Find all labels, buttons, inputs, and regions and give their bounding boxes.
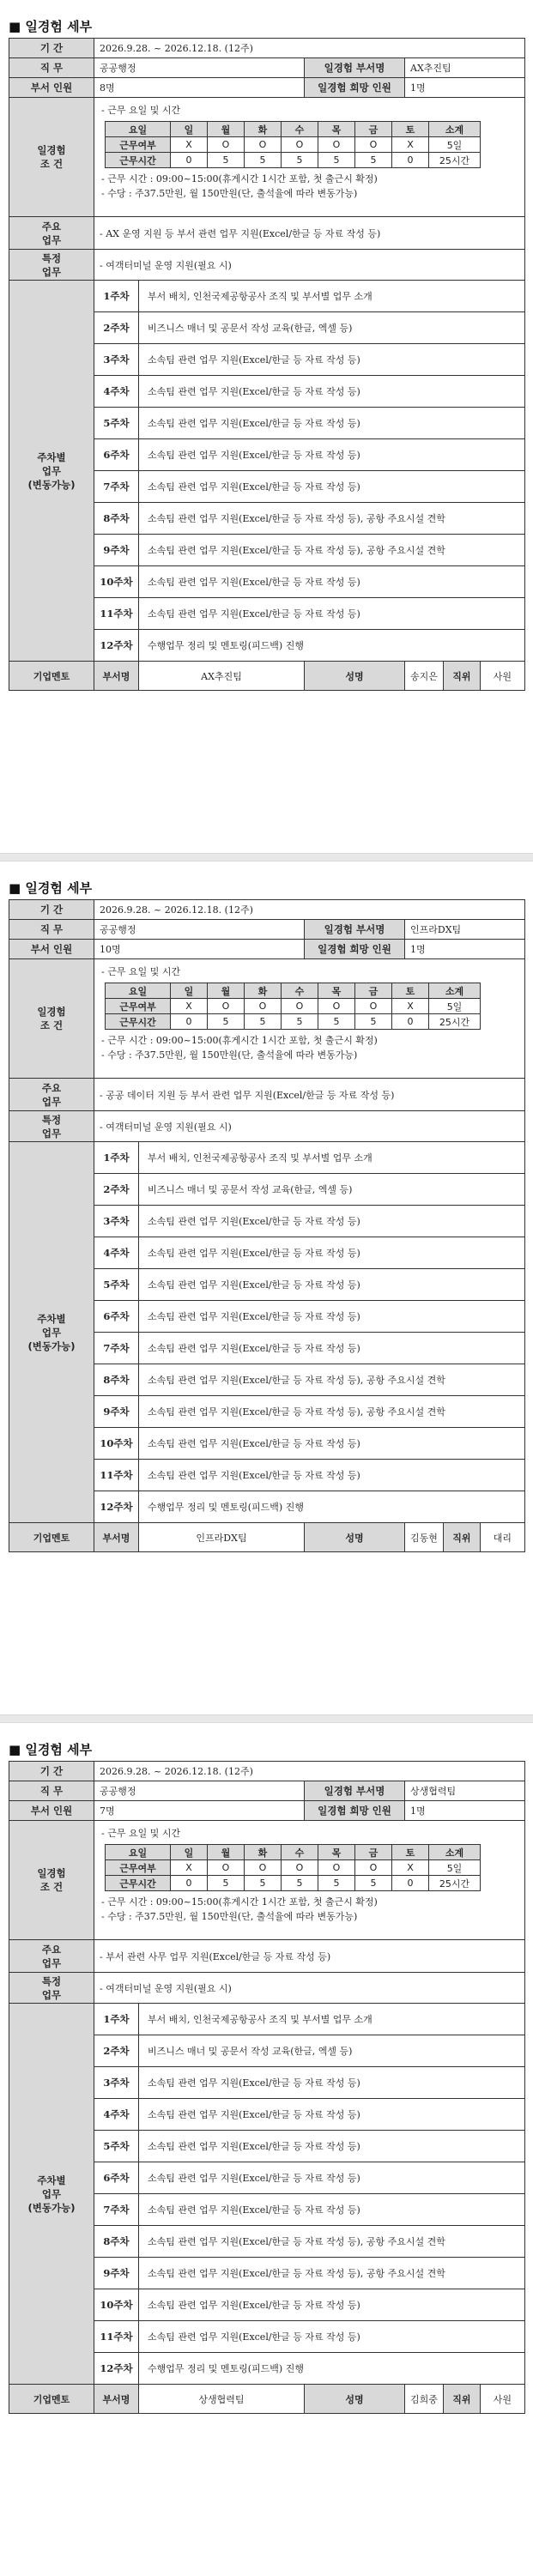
week-number: 4주차 <box>94 1237 139 1269</box>
conditions-note: - 근무 시간 : 09:00~15:00(휴게시간 1시간 포함, 첫 출근시 확정) <box>101 173 378 184</box>
section-heading: ■ 일경험 세부 <box>9 880 93 896</box>
week-description: 부서 배치, 인천국제공항공사 조직 및 부서별 업무 소개 <box>139 1142 525 1174</box>
schedule-header-cell: 토 <box>392 983 429 999</box>
schedule-table <box>105 1844 481 1891</box>
schedule-cell: 5 <box>355 153 392 168</box>
schedule-table <box>105 121 481 168</box>
week-number: 11주차 <box>94 1460 139 1491</box>
mentor-title-label: 직위 <box>444 662 480 690</box>
main-tasks-label: 주요 업무 <box>9 217 94 250</box>
mentor-title-label: 직위 <box>444 2385 480 2413</box>
schedule-header-cell: 월 <box>208 1845 245 1860</box>
schedule-cell: 0 <box>171 1876 208 1891</box>
special-tasks-label: 특정 업무 <box>9 1111 94 1142</box>
schedule-header-cell: 수 <box>282 122 318 137</box>
wanted-value: 1명 <box>405 1801 525 1821</box>
period-value: 2026.9.28. ~ 2026.12.18. (12주) <box>94 1762 525 1781</box>
schedule-cell: 5 <box>355 1014 392 1030</box>
week-number: 3주차 <box>94 2067 139 2099</box>
schedule-cell: 5 <box>282 153 318 168</box>
week-description: 소속팀 관련 업무 지원(Excel/한글 등 자료 작성 등) <box>139 1333 525 1364</box>
schedule-cell: 5일 <box>429 137 481 153</box>
week-description: 소속팀 관련 업무 지원(Excel/한글 등 자료 작성 등) <box>139 376 525 408</box>
schedule-cell: 5 <box>318 153 355 168</box>
week-description: 소속팀 관련 업무 지원(Excel/한글 등 자료 작성 등) <box>139 408 525 439</box>
week-description: 부서 배치, 인천국제공항공사 조직 및 부서별 업무 소개 <box>139 281 525 312</box>
week-description: 소속팀 관련 업무 지원(Excel/한글 등 자료 작성 등) <box>139 1301 525 1333</box>
page-separator <box>0 1714 533 1723</box>
week-description: 비즈니스 매너 및 공문서 작성 교육(한글, 엑셀 등) <box>139 1174 525 1206</box>
week-description: 소속팀 관련 업무 지원(Excel/한글 등 자료 작성 등) <box>139 344 525 376</box>
schedule-cell: X <box>171 1860 208 1876</box>
schedule-cell: O <box>318 1860 355 1876</box>
schedule-cell: 0 <box>171 153 208 168</box>
week-description: 수행업무 정리 및 멘토링(피드백) 진행 <box>139 2353 525 2385</box>
week-number: 6주차 <box>94 1301 139 1333</box>
work-experience-table <box>9 1761 525 2414</box>
week-number: 8주차 <box>94 1364 139 1396</box>
week-number: 6주차 <box>94 439 139 471</box>
schedule-cell: 0 <box>392 153 429 168</box>
schedule-header-cell: 목 <box>318 983 355 999</box>
conditions-label: 일경험 조 건 <box>9 98 94 217</box>
schedule-cell: O <box>282 999 318 1014</box>
mentor-name-value: 송지은 <box>405 662 444 691</box>
schedule-cell: 근무여부 <box>106 999 171 1014</box>
mentor-title-inner <box>444 2385 524 2413</box>
schedule-cell: 0 <box>392 1876 429 1891</box>
mentor-label: 기업멘토 <box>9 662 94 691</box>
schedule-cell: O <box>208 1860 245 1876</box>
schedule-header-cell: 수 <box>282 983 318 999</box>
schedule-cell: O <box>355 137 392 153</box>
week-description: 소속팀 관련 업무 지원(Excel/한글 등 자료 작성 등) <box>139 598 525 630</box>
schedule-cell: O <box>355 1860 392 1876</box>
week-row <box>9 2004 525 2035</box>
mentor-dept-value: 인프라DX팀 <box>139 1523 305 1552</box>
mentor-title-inner <box>444 1523 524 1551</box>
schedule-header-cell: 금 <box>355 122 392 137</box>
week-description: 수행업무 정리 및 멘토링(피드백) 진행 <box>139 1491 525 1523</box>
schedule-header-cell: 목 <box>318 1845 355 1860</box>
dept-label: 일경험 부서명 <box>305 1781 405 1801</box>
job-label: 직 무 <box>9 58 94 78</box>
main-tasks-value: - 공공 데이터 지원 등 부서 관련 업무 지원(Excel/한글 등 자료 작성 등) <box>94 1079 525 1111</box>
special-tasks-value: - 여객터미널 운영 지원(필요 시) <box>94 1111 525 1142</box>
week-number: 2주차 <box>94 2035 139 2067</box>
schedule-table <box>105 983 481 1030</box>
conditions-note: - 수당 : 주37.5만원, 월 150만원(단, 출석율에 따라 변동가능) <box>101 188 358 199</box>
main-tasks-value: - AX 운영 지원 등 부서 관련 업무 지원(Excel/한글 등 자료 작성 등) <box>94 217 525 250</box>
week-number: 4주차 <box>94 2099 139 2131</box>
schedule-cell: 근무시간 <box>106 1876 171 1891</box>
mentor-name-label: 성명 <box>305 1523 405 1552</box>
mentor-name-label: 성명 <box>305 662 405 691</box>
schedule-cell: 5일 <box>429 999 481 1014</box>
schedule-header-cell: 목 <box>318 122 355 137</box>
week-description: 소속팀 관련 업무 지원(Excel/한글 등 자료 작성 등) <box>139 2131 525 2162</box>
dept-value: 상생협력팀 <box>405 1781 525 1801</box>
mentor-name-value: 김희중 <box>405 2385 444 2414</box>
mentor-dept-value: AX추진팀 <box>139 662 305 691</box>
schedule-cell: O <box>245 1860 282 1876</box>
week-number: 1주차 <box>94 2004 139 2035</box>
conditions-note: - 수당 : 주37.5만원, 월 150만원(단, 출석율에 따라 변동가능) <box>101 1049 358 1061</box>
schedule-cell: O <box>318 137 355 153</box>
week-number: 7주차 <box>94 471 139 503</box>
schedule-header-cell: 수 <box>282 1845 318 1860</box>
week-description: 소속팀 관련 업무 지원(Excel/한글 등 자료 작성 등) <box>139 2321 525 2353</box>
period-label: 기 간 <box>9 39 94 58</box>
period-value: 2026.9.28. ~ 2026.12.18. (12주) <box>94 39 525 58</box>
schedule-cell: 근무여부 <box>106 1860 171 1876</box>
conditions-label: 일경험 조 건 <box>9 959 94 1079</box>
week-description: 소속팀 관련 업무 지원(Excel/한글 등 자료 작성 등), 공항 주요시설 견학 <box>139 2258 525 2289</box>
job-label: 직 무 <box>9 920 94 940</box>
wanted-label: 일경험 희망 인원 <box>305 78 405 98</box>
schedule-cell: O <box>208 137 245 153</box>
document-page <box>0 1723 533 2576</box>
mentor-dept-label: 부서명 <box>94 1523 139 1552</box>
schedule-cell: 5 <box>208 1876 245 1891</box>
headcount-label: 부서 인원 <box>9 78 94 98</box>
schedule-cell: 5 <box>318 1014 355 1030</box>
mentor-title-value: 대리 <box>493 1532 512 1544</box>
schedule-cell: 25시간 <box>429 153 481 168</box>
schedule-header-cell: 일 <box>171 122 208 137</box>
page-separator <box>0 853 533 862</box>
week-description: 소속팀 관련 업무 지원(Excel/한글 등 자료 작성 등) <box>139 1237 525 1269</box>
schedule-cell: 5 <box>208 1014 245 1030</box>
schedule-cell: 0 <box>171 1014 208 1030</box>
week-description: 소속팀 관련 업무 지원(Excel/한글 등 자료 작성 등) <box>139 2289 525 2321</box>
dept-value: AX추진팀 <box>405 58 525 78</box>
schedule-cell: 5 <box>245 1014 282 1030</box>
mentor-title-value: 사원 <box>493 670 512 682</box>
weekly-tasks-label: 주차별 업무 (변동가능) <box>9 1142 94 1523</box>
week-description: 수행업무 정리 및 멘토링(피드백) 진행 <box>139 630 525 662</box>
week-number: 8주차 <box>94 2226 139 2258</box>
schedule-cell: 근무여부 <box>106 137 171 153</box>
schedule-header-cell: 화 <box>245 1845 282 1860</box>
headcount-value: 10명 <box>94 940 305 959</box>
week-description: 소속팀 관련 업무 지원(Excel/한글 등 자료 작성 등), 공항 주요시설 견학 <box>139 503 525 535</box>
work-experience-table <box>9 38 525 691</box>
conditions-value <box>94 1821 525 1940</box>
conditions-note: - 근무 시간 : 09:00~15:00(휴게시간 1시간 포함, 첫 출근시 확정) <box>101 1035 378 1046</box>
week-description: 소속팀 관련 업무 지원(Excel/한글 등 자료 작성 등), 공항 주요시설 견학 <box>139 1396 525 1428</box>
weekly-tasks-label: 주차별 업무 (변동가능) <box>9 281 94 662</box>
week-number: 12주차 <box>94 630 139 662</box>
week-number: 5주차 <box>94 408 139 439</box>
special-tasks-value: - 여객터미널 운영 지원(필요 시) <box>94 250 525 281</box>
week-description: 소속팀 관련 업무 지원(Excel/한글 등 자료 작성 등) <box>139 566 525 598</box>
week-number: 10주차 <box>94 1428 139 1460</box>
work-experience-table <box>9 899 525 1552</box>
schedule-cell: 5 <box>282 1014 318 1030</box>
schedule-cell: O <box>245 999 282 1014</box>
main-tasks-value: - 부서 관련 사무 업무 지원(Excel/한글 등 자료 작성 등) <box>94 1940 525 1973</box>
conditions-intro: - 근무 요일 및 시간 <box>101 966 181 977</box>
week-number: 2주차 <box>94 1174 139 1206</box>
week-number: 9주차 <box>94 1396 139 1428</box>
schedule-cell: 25시간 <box>429 1876 481 1891</box>
headcount-value: 8명 <box>94 78 305 98</box>
period-value: 2026.9.28. ~ 2026.12.18. (12주) <box>94 900 525 920</box>
schedule-header-cell: 화 <box>245 122 282 137</box>
conditions-intro: - 근무 요일 및 시간 <box>101 105 181 116</box>
special-tasks-label: 특정 업무 <box>9 1973 94 2004</box>
schedule-cell: 5 <box>318 1876 355 1891</box>
week-number: 12주차 <box>94 2353 139 2385</box>
conditions-label: 일경험 조 건 <box>9 1821 94 1940</box>
week-description: 소속팀 관련 업무 지원(Excel/한글 등 자료 작성 등) <box>139 1269 525 1301</box>
week-description: 소속팀 관련 업무 지원(Excel/한글 등 자료 작성 등) <box>139 1460 525 1491</box>
period-label: 기 간 <box>9 900 94 920</box>
schedule-cell: 근무시간 <box>106 1014 171 1030</box>
schedule-cell: O <box>245 137 282 153</box>
conditions-intro: - 근무 요일 및 시간 <box>101 1828 181 1839</box>
schedule-cell: X <box>392 999 429 1014</box>
mentor-title-label: 직위 <box>444 1523 480 1551</box>
week-description: 소속팀 관련 업무 지원(Excel/한글 등 자료 작성 등) <box>139 2162 525 2194</box>
week-description: 소속팀 관련 업무 지원(Excel/한글 등 자료 작성 등) <box>139 1206 525 1237</box>
week-number: 5주차 <box>94 2131 139 2162</box>
schedule-cell: 0 <box>392 1014 429 1030</box>
week-number: 11주차 <box>94 598 139 630</box>
job-value: 공공행정 <box>94 58 305 78</box>
weekly-tasks-label: 주차별 업무 (변동가능) <box>9 2004 94 2385</box>
headcount-label: 부서 인원 <box>9 940 94 959</box>
special-tasks-label: 특정 업무 <box>9 250 94 281</box>
mentor-dept-label: 부서명 <box>94 2385 139 2414</box>
mentor-name-value: 김동현 <box>405 1523 444 1552</box>
section-heading: ■ 일경험 세부 <box>9 19 93 34</box>
week-row <box>9 1142 525 1174</box>
schedule-cell: O <box>355 999 392 1014</box>
dept-value: 인프라DX팀 <box>405 920 525 940</box>
week-number: 4주차 <box>94 376 139 408</box>
special-tasks-value: - 여객터미널 운영 지원(필요 시) <box>94 1973 525 2004</box>
schedule-header-cell: 금 <box>355 983 392 999</box>
schedule-header-cell: 소계 <box>429 1845 481 1860</box>
conditions-value <box>94 959 525 1079</box>
week-number: 7주차 <box>94 1333 139 1364</box>
schedule-cell: O <box>282 137 318 153</box>
schedule-header-cell: 금 <box>355 1845 392 1860</box>
schedule-header-cell: 소계 <box>429 983 481 999</box>
dept-label: 일경험 부서명 <box>305 58 405 78</box>
schedule-header-cell: 토 <box>392 122 429 137</box>
schedule-header-cell: 요일 <box>106 1845 171 1860</box>
schedule-cell: O <box>282 1860 318 1876</box>
mentor-dept-value: 상생협력팀 <box>139 2385 305 2414</box>
wanted-value: 1명 <box>405 940 525 959</box>
job-value: 공공행정 <box>94 1781 305 1801</box>
week-number: 1주차 <box>94 1142 139 1174</box>
week-number: 5주차 <box>94 1269 139 1301</box>
main-tasks-label: 주요 업무 <box>9 1940 94 1973</box>
main-tasks-label: 주요 업무 <box>9 1079 94 1111</box>
week-description: 소속팀 관련 업무 지원(Excel/한글 등 자료 작성 등) <box>139 439 525 471</box>
week-description: 소속팀 관련 업무 지원(Excel/한글 등 자료 작성 등) <box>139 471 525 503</box>
job-value: 공공행정 <box>94 920 305 940</box>
week-number: 1주차 <box>94 281 139 312</box>
week-number: 7주차 <box>94 2194 139 2226</box>
headcount-label: 부서 인원 <box>9 1801 94 1821</box>
week-description: 소속팀 관련 업무 지원(Excel/한글 등 자료 작성 등) <box>139 2067 525 2099</box>
schedule-cell: X <box>392 1860 429 1876</box>
schedule-cell: 근무시간 <box>106 153 171 168</box>
week-description: 비즈니스 매너 및 공문서 작성 교육(한글, 엑셀 등) <box>139 312 525 344</box>
schedule-header-cell: 월 <box>208 122 245 137</box>
week-description: 소속팀 관련 업무 지원(Excel/한글 등 자료 작성 등), 공항 주요시설 견학 <box>139 2226 525 2258</box>
week-number: 3주차 <box>94 1206 139 1237</box>
wanted-value: 1명 <box>405 78 525 98</box>
schedule-cell: 5 <box>245 1876 282 1891</box>
conditions-value <box>94 98 525 217</box>
schedule-header-cell: 요일 <box>106 983 171 999</box>
week-row <box>9 281 525 312</box>
week-number: 9주차 <box>94 2258 139 2289</box>
schedule-cell: X <box>171 137 208 153</box>
week-number: 2주차 <box>94 312 139 344</box>
schedule-cell: 25시간 <box>429 1014 481 1030</box>
week-number: 12주차 <box>94 1491 139 1523</box>
job-label: 직 무 <box>9 1781 94 1801</box>
week-description: 소속팀 관련 업무 지원(Excel/한글 등 자료 작성 등) <box>139 2099 525 2131</box>
mentor-label: 기업멘토 <box>9 2385 94 2414</box>
wanted-label: 일경험 희망 인원 <box>305 940 405 959</box>
schedule-cell: X <box>171 999 208 1014</box>
week-number: 3주차 <box>94 344 139 376</box>
mentor-dept-label: 부서명 <box>94 662 139 691</box>
schedule-header-cell: 요일 <box>106 122 171 137</box>
schedule-cell: X <box>392 137 429 153</box>
week-number: 6주차 <box>94 2162 139 2194</box>
schedule-cell: 5일 <box>429 1860 481 1876</box>
schedule-cell: O <box>208 999 245 1014</box>
week-description: 소속팀 관련 업무 지원(Excel/한글 등 자료 작성 등) <box>139 1428 525 1460</box>
schedule-cell: 5 <box>282 1876 318 1891</box>
document-page <box>0 0 533 853</box>
week-description: 소속팀 관련 업무 지원(Excel/한글 등 자료 작성 등) <box>139 2194 525 2226</box>
week-number: 9주차 <box>94 535 139 566</box>
dept-label: 일경험 부서명 <box>305 920 405 940</box>
mentor-name-label: 성명 <box>305 2385 405 2414</box>
week-number: 11주차 <box>94 2321 139 2353</box>
headcount-value: 7명 <box>94 1801 305 1821</box>
schedule-cell: O <box>318 999 355 1014</box>
week-description: 소속팀 관련 업무 지원(Excel/한글 등 자료 작성 등), 공항 주요시설 견학 <box>139 535 525 566</box>
period-label: 기 간 <box>9 1762 94 1781</box>
section-heading: ■ 일경험 세부 <box>9 1742 93 1757</box>
schedule-header-cell: 일 <box>171 1845 208 1860</box>
week-description: 소속팀 관련 업무 지원(Excel/한글 등 자료 작성 등), 공항 주요시설 견학 <box>139 1364 525 1396</box>
week-description: 부서 배치, 인천국제공항공사 조직 및 부서별 업무 소개 <box>139 2004 525 2035</box>
week-number: 10주차 <box>94 2289 139 2321</box>
week-description: 비즈니스 매너 및 공문서 작성 교육(한글, 엑셀 등) <box>139 2035 525 2067</box>
schedule-header-cell: 월 <box>208 983 245 999</box>
document-page <box>0 862 533 1714</box>
schedule-header-cell: 일 <box>171 983 208 999</box>
mentor-title-cell <box>444 2385 525 2414</box>
schedule-cell: 5 <box>208 153 245 168</box>
mentor-label: 기업멘토 <box>9 1523 94 1552</box>
mentor-title-value: 사원 <box>493 2393 512 2405</box>
schedule-cell: 5 <box>355 1876 392 1891</box>
mentor-title-inner <box>444 662 524 690</box>
schedule-cell: 5 <box>245 153 282 168</box>
week-number: 8주차 <box>94 503 139 535</box>
mentor-title-cell <box>444 662 525 691</box>
mentor-title-cell <box>444 1523 525 1552</box>
conditions-note: - 수당 : 주37.5만원, 월 150만원(단, 출석율에 따라 변동가능) <box>101 1911 358 1922</box>
conditions-note: - 근무 시간 : 09:00~15:00(휴게시간 1시간 포함, 첫 출근시 확정) <box>101 1896 378 1908</box>
week-number: 10주차 <box>94 566 139 598</box>
wanted-label: 일경험 희망 인원 <box>305 1801 405 1821</box>
schedule-header-cell: 소계 <box>429 122 481 137</box>
schedule-header-cell: 화 <box>245 983 282 999</box>
schedule-header-cell: 토 <box>392 1845 429 1860</box>
